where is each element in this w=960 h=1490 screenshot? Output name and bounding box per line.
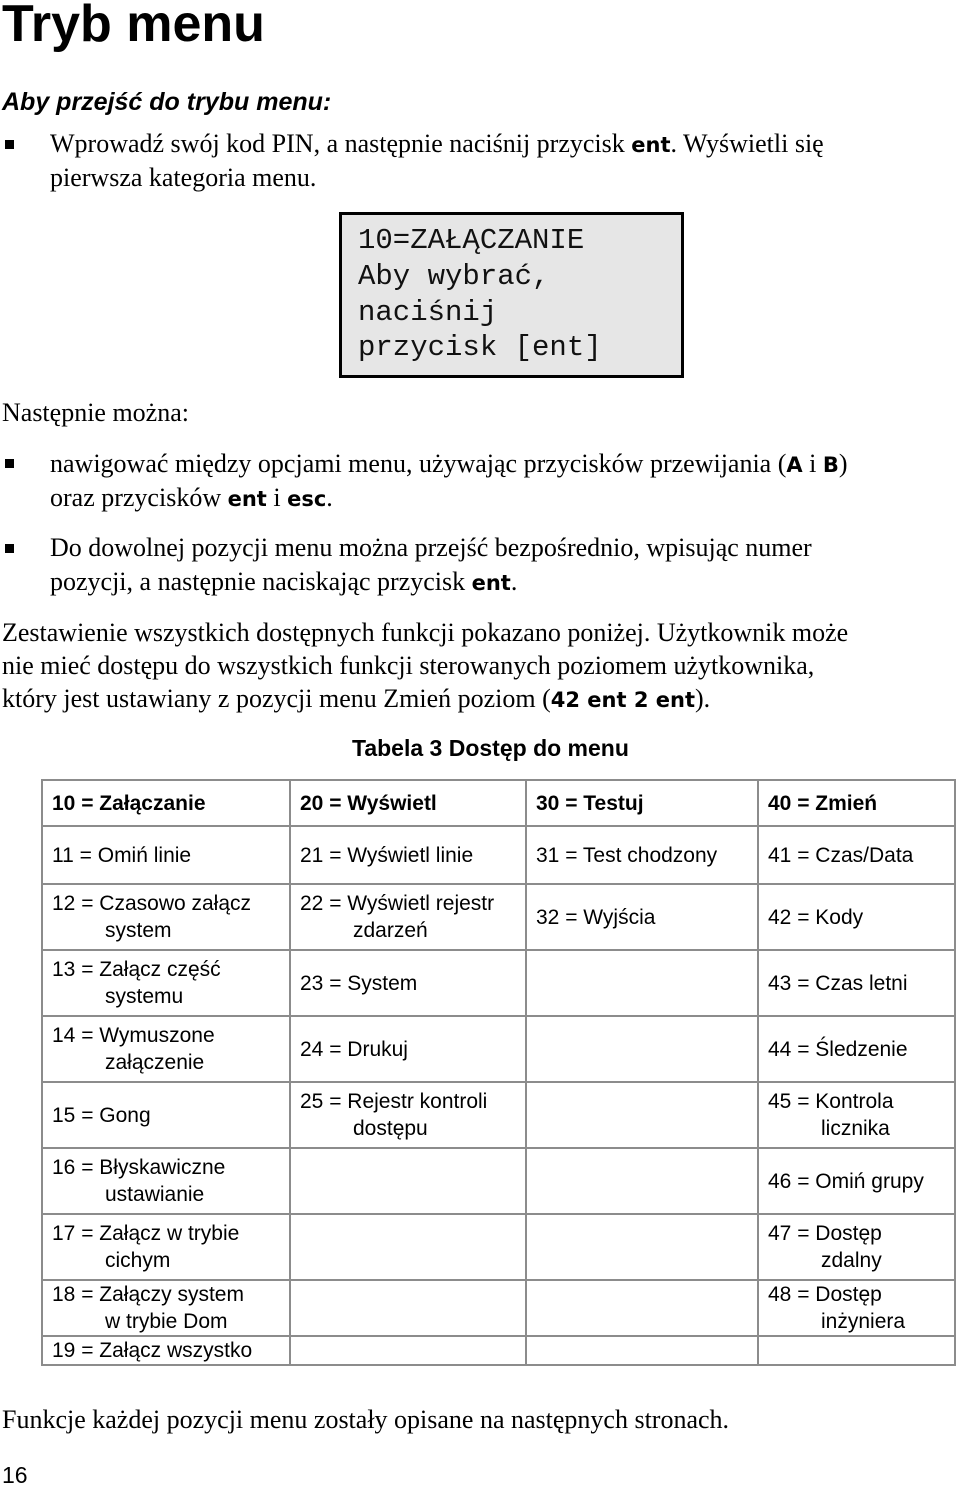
cell-text: 13 = Załącz część [52,958,221,981]
table-row [42,1148,955,1214]
cell-text: 31 = Test chodzony [536,843,718,867]
table-cell [758,1214,955,1280]
lcd-line-1: 10=ZAŁĄCZANIE [358,224,585,257]
menu-table [41,779,956,1366]
section-heading: Aby przejść do trybu menu: [2,88,332,116]
table-row [42,1016,955,1082]
table-cell [526,1082,758,1148]
intro-bullet-line1: Wprowadź swój kod PIN, a następnie naciśnij przycisk ent. Wyświetli się [50,129,824,158]
table-cell [758,950,955,1016]
table-cell [758,1280,955,1336]
cell-text: 15 = Gong [52,1103,151,1127]
cell-text: 11 = Omiń linie [52,843,192,867]
table-cell [290,884,526,950]
cell-text: 25 = Rejestr kontroli [300,1090,488,1113]
table-header-row [42,780,955,826]
table-cell [758,1336,955,1365]
table-row [42,884,955,950]
table-row [42,1214,955,1280]
table-cell [526,1336,758,1365]
table-row [42,950,955,1016]
cell-text-continuation: zdalny [821,1249,882,1272]
table-header-cell: 20 = Wyświetl [290,780,526,826]
page-title: Tryb menu [2,0,265,53]
table-cell [290,1336,526,1365]
table-cell [526,826,758,884]
table-cell [290,826,526,884]
table-header-cell: 40 = Zmień [758,780,955,826]
summary-line1: Zestawienie wszystkich dostępnych funkcji pokazano poniżej. Użytkownik może [2,618,849,647]
cell-text: 16 = Błyskawiczne [52,1156,226,1179]
table-cell [526,950,758,1016]
table-row [42,1280,955,1336]
footer-text: Funkcje każdej pozycji menu zostały opisane na następnych stronach. [2,1405,730,1434]
table-cell [42,950,290,1016]
cell-text: 18 = Załączy system [52,1283,244,1306]
cell-text-continuation: załączenie [105,1051,205,1074]
cell-text: 23 = System [300,971,418,995]
table-row [42,826,955,884]
table-cell [526,1016,758,1082]
lcd-line-2: Aby wybrać, [358,260,550,293]
bullet3-line1: Do dowolnej pozycji menu można przejść bezpośrednio, wpisując numer [50,533,812,562]
table-cell [290,1214,526,1280]
next-label: Następnie można: [2,398,189,427]
table-cell [290,1148,526,1214]
cell-text: 17 = Załącz w trybie [52,1222,240,1245]
cell-text-continuation: dostępu [353,1117,428,1140]
table-cell [42,1336,290,1365]
table-cell [526,1214,758,1280]
cell-text-continuation: w trybie Dom [105,1310,228,1333]
table-cell [42,1148,290,1214]
table-cell [42,884,290,950]
table-row [42,1082,955,1148]
page-number: 16 [2,1462,28,1488]
cell-text: 32 = Wyjścia [536,905,656,929]
summary-line2: nie mieć dostępu do wszystkich funkcji sterowanych poziomem użytkownika, [2,651,815,680]
cell-text: 48 = Dostęp [768,1283,882,1306]
cell-text: 19 = Załącz wszystko [52,1339,253,1362]
cell-text-continuation: licznika [821,1117,890,1140]
table-cell [526,1280,758,1336]
cell-text-continuation: cichym [105,1249,171,1272]
cell-text-continuation: ustawianie [105,1183,205,1206]
table-cell [42,1214,290,1280]
table-cell [42,1280,290,1336]
lcd-line-3: naciśnij [358,296,498,329]
cell-text-continuation: zdarzeń [353,919,428,942]
table-cell [758,884,955,950]
table-cell [758,1016,955,1082]
cell-text: 22 = Wyświetl rejestr [300,892,495,915]
cell-text: 21 = Wyświetl linie [300,843,474,867]
table-cell [290,1016,526,1082]
cell-text: 41 = Czas/Data [768,843,914,867]
cell-text: 14 = Wymuszone [52,1024,215,1047]
table-caption: Tabela 3 Dostęp do menu [352,735,629,761]
bullet-icon [5,544,14,553]
bullet2-line1: nawigować między opcjami menu, używając przycisków przewijania (A i B) [50,449,848,478]
bullet-icon [5,140,14,149]
table-header-cell: 10 = Załączanie [42,780,290,826]
table-cell [758,1148,955,1214]
bullet2-line2: oraz przycisków ent i esc. [50,483,333,512]
table-header-cell: 30 = Testuj [526,780,758,826]
table-cell [290,1082,526,1148]
lcd-line-4: przycisk [ent] [358,331,602,364]
cell-text: 43 = Czas letni [768,971,908,995]
table-cell [758,826,955,884]
table-cell [290,950,526,1016]
cell-text: 45 = Kontrola [768,1090,894,1113]
lcd-display [339,212,684,378]
bullet-icon [5,459,14,468]
bullet3-line2: pozycji, a następnie naciskając przycisk ent. [50,567,518,596]
cell-text: 44 = Śledzenie [768,1037,908,1061]
table-cell [42,826,290,884]
table-cell [758,1082,955,1148]
cell-text-continuation: inżyniera [821,1310,906,1333]
cell-text: 12 = Czasowo załącz [52,892,252,915]
table-cell [526,884,758,950]
summary-line3: który jest ustawiany z pozycji menu Zmień poziom (42 ent 2 ent). [2,684,711,713]
cell-text: 42 = Kody [768,905,864,929]
cell-text: 24 = Drukuj [300,1037,408,1061]
cell-text: 46 = Omiń grupy [768,1169,924,1193]
table-cell [42,1016,290,1082]
table-row [42,1336,955,1365]
cell-text: 47 = Dostęp [768,1222,882,1245]
table-cell [290,1280,526,1336]
intro-bullet-line2: pierwsza kategoria menu. [50,163,317,192]
cell-text-continuation: systemu [105,985,184,1008]
table-cell [526,1148,758,1214]
table-cell [42,1082,290,1148]
cell-text-continuation: system [105,919,172,942]
